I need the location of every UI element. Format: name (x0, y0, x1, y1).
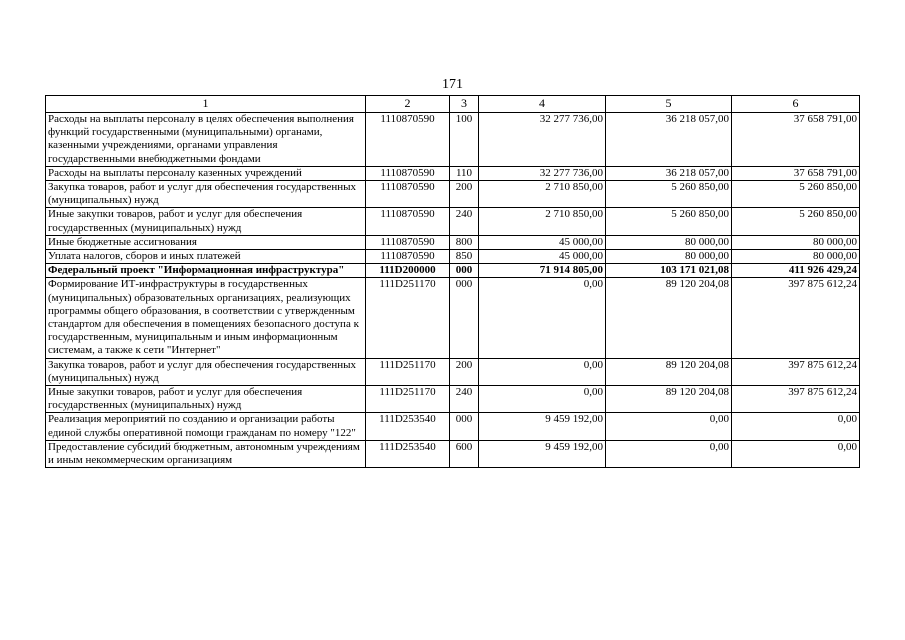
amount-col-5: 80 000,00 (606, 250, 732, 264)
target-article-code: 1110870590 (366, 166, 450, 180)
table-row (46, 208, 860, 235)
amount-col-6: 37 658 791,00 (732, 113, 860, 167)
amount-col-5: 36 218 057,00 (606, 166, 732, 180)
amount-col-6: 80 000,00 (732, 250, 860, 264)
amount-col-4: 32 277 736,00 (479, 166, 606, 180)
target-article-code: 111D253540 (366, 440, 450, 467)
amount-col-4: 45 000,00 (479, 250, 606, 264)
table-row (46, 166, 860, 180)
table-row (46, 181, 860, 208)
amount-col-4: 0,00 (479, 278, 606, 358)
amount-col-4: 2 710 850,00 (479, 208, 606, 235)
table-row (46, 440, 860, 467)
target-article-code: 1110870590 (366, 235, 450, 249)
amount-col-6: 0,00 (732, 440, 860, 467)
expense-type-code: 600 (450, 440, 479, 467)
amount-col-4: 71 914 805,00 (479, 264, 606, 278)
amount-col-5: 5 260 850,00 (606, 208, 732, 235)
amount-col-4: 9 459 192,00 (479, 440, 606, 467)
table-row (46, 386, 860, 413)
expense-type-code: 000 (450, 264, 479, 278)
header-cell-3: 3 (450, 96, 479, 113)
table-row (46, 250, 860, 264)
amount-col-6: 411 926 429,24 (732, 264, 860, 278)
row-name-cell: Формирование ИТ-инфраструктуры в государственных (муниципальных) образовательных организациях, реализующих программы общего образования, в соответствии с утвержденным стандартом для обеспечения в помещениях безопасного доступа к государственным, муниципальным и иным информационным системам, а также к сети "Интернет" (46, 278, 366, 358)
row-name-cell: Реализация мероприятий по созданию и организации работы единой службы оперативной помощи гражданам по номеру "122" (46, 413, 366, 440)
amount-col-6: 5 260 850,00 (732, 208, 860, 235)
amount-col-4: 32 277 736,00 (479, 113, 606, 167)
row-name-cell: Уплата налогов, сборов и иных платежей (46, 250, 366, 264)
expense-type-code: 100 (450, 113, 479, 167)
amount-col-5: 36 218 057,00 (606, 113, 732, 167)
budget-table (45, 95, 860, 468)
expense-type-code: 240 (450, 386, 479, 413)
table-body (46, 113, 860, 468)
target-article-code: 111D251170 (366, 386, 450, 413)
header-cell-1: 1 (46, 96, 366, 113)
amount-col-6: 37 658 791,00 (732, 166, 860, 180)
row-name-cell: Закупка товаров, работ и услуг для обеспечения государственных (муниципальных) нужд (46, 181, 366, 208)
amount-col-6: 397 875 612,24 (732, 278, 860, 358)
row-name-cell: Иные бюджетные ассигнования (46, 235, 366, 249)
header-cell-2: 2 (366, 96, 450, 113)
row-name-cell: Предоставление субсидий бюджетным, автономным учреждениям и иным некоммерческим организациям (46, 440, 366, 467)
amount-col-5: 89 120 204,08 (606, 278, 732, 358)
amount-col-6: 5 260 850,00 (732, 181, 860, 208)
target-article-code: 1110870590 (366, 181, 450, 208)
expense-type-code: 850 (450, 250, 479, 264)
page-number: 171 (442, 77, 463, 92)
table-row (46, 235, 860, 249)
amount-col-4: 0,00 (479, 358, 606, 385)
table-row (46, 413, 860, 440)
amount-col-6: 0,00 (732, 413, 860, 440)
amount-col-5: 0,00 (606, 413, 732, 440)
amount-col-4: 0,00 (479, 386, 606, 413)
row-name-cell: Закупка товаров, работ и услуг для обеспечения государственных (муниципальных) нужд (46, 358, 366, 385)
target-article-code: 1110870590 (366, 113, 450, 167)
amount-col-4: 2 710 850,00 (479, 181, 606, 208)
table-row (46, 358, 860, 385)
amount-col-5: 89 120 204,08 (606, 386, 732, 413)
table-row (46, 264, 860, 278)
amount-col-4: 9 459 192,00 (479, 413, 606, 440)
amount-col-5: 80 000,00 (606, 235, 732, 249)
amount-col-4: 45 000,00 (479, 235, 606, 249)
row-name-cell: Расходы на выплаты персоналу казенных учреждений (46, 166, 366, 180)
row-name-cell: Расходы на выплаты персоналу в целях обеспечения выполнения функций государственными (муниципальными) органами, казенными учреждениями, органами управления государственными внебюджетными фондами (46, 113, 366, 167)
header-cell-6: 6 (732, 96, 860, 113)
target-article-code: 1110870590 (366, 250, 450, 264)
table-row (46, 113, 860, 167)
amount-col-5: 0,00 (606, 440, 732, 467)
target-article-code: 111D253540 (366, 413, 450, 440)
row-name-cell: Федеральный проект "Информационная инфраструктура" (46, 264, 366, 278)
expense-type-code: 110 (450, 166, 479, 180)
amount-col-6: 397 875 612,24 (732, 358, 860, 385)
expense-type-code: 240 (450, 208, 479, 235)
amount-col-5: 5 260 850,00 (606, 181, 732, 208)
target-article-code: 111D251170 (366, 358, 450, 385)
row-name-cell: Иные закупки товаров, работ и услуг для обеспечения государственных (муниципальных) нужд (46, 208, 366, 235)
expense-type-code: 200 (450, 358, 479, 385)
amount-col-5: 103 171 021,08 (606, 264, 732, 278)
header-cell-4: 4 (479, 96, 606, 113)
amount-col-5: 89 120 204,08 (606, 358, 732, 385)
expense-type-code: 200 (450, 181, 479, 208)
expense-type-code: 800 (450, 235, 479, 249)
header-row (46, 96, 860, 113)
target-article-code: 1110870590 (366, 208, 450, 235)
expense-type-code: 000 (450, 413, 479, 440)
amount-col-6: 80 000,00 (732, 235, 860, 249)
amount-col-6: 397 875 612,24 (732, 386, 860, 413)
target-article-code: 111D200000 (366, 264, 450, 278)
row-name-cell: Иные закупки товаров, работ и услуг для обеспечения государственных (муниципальных) нужд (46, 386, 366, 413)
target-article-code: 111D251170 (366, 278, 450, 358)
table-row (46, 278, 860, 358)
expense-type-code: 000 (450, 278, 479, 358)
header-cell-5: 5 (606, 96, 732, 113)
